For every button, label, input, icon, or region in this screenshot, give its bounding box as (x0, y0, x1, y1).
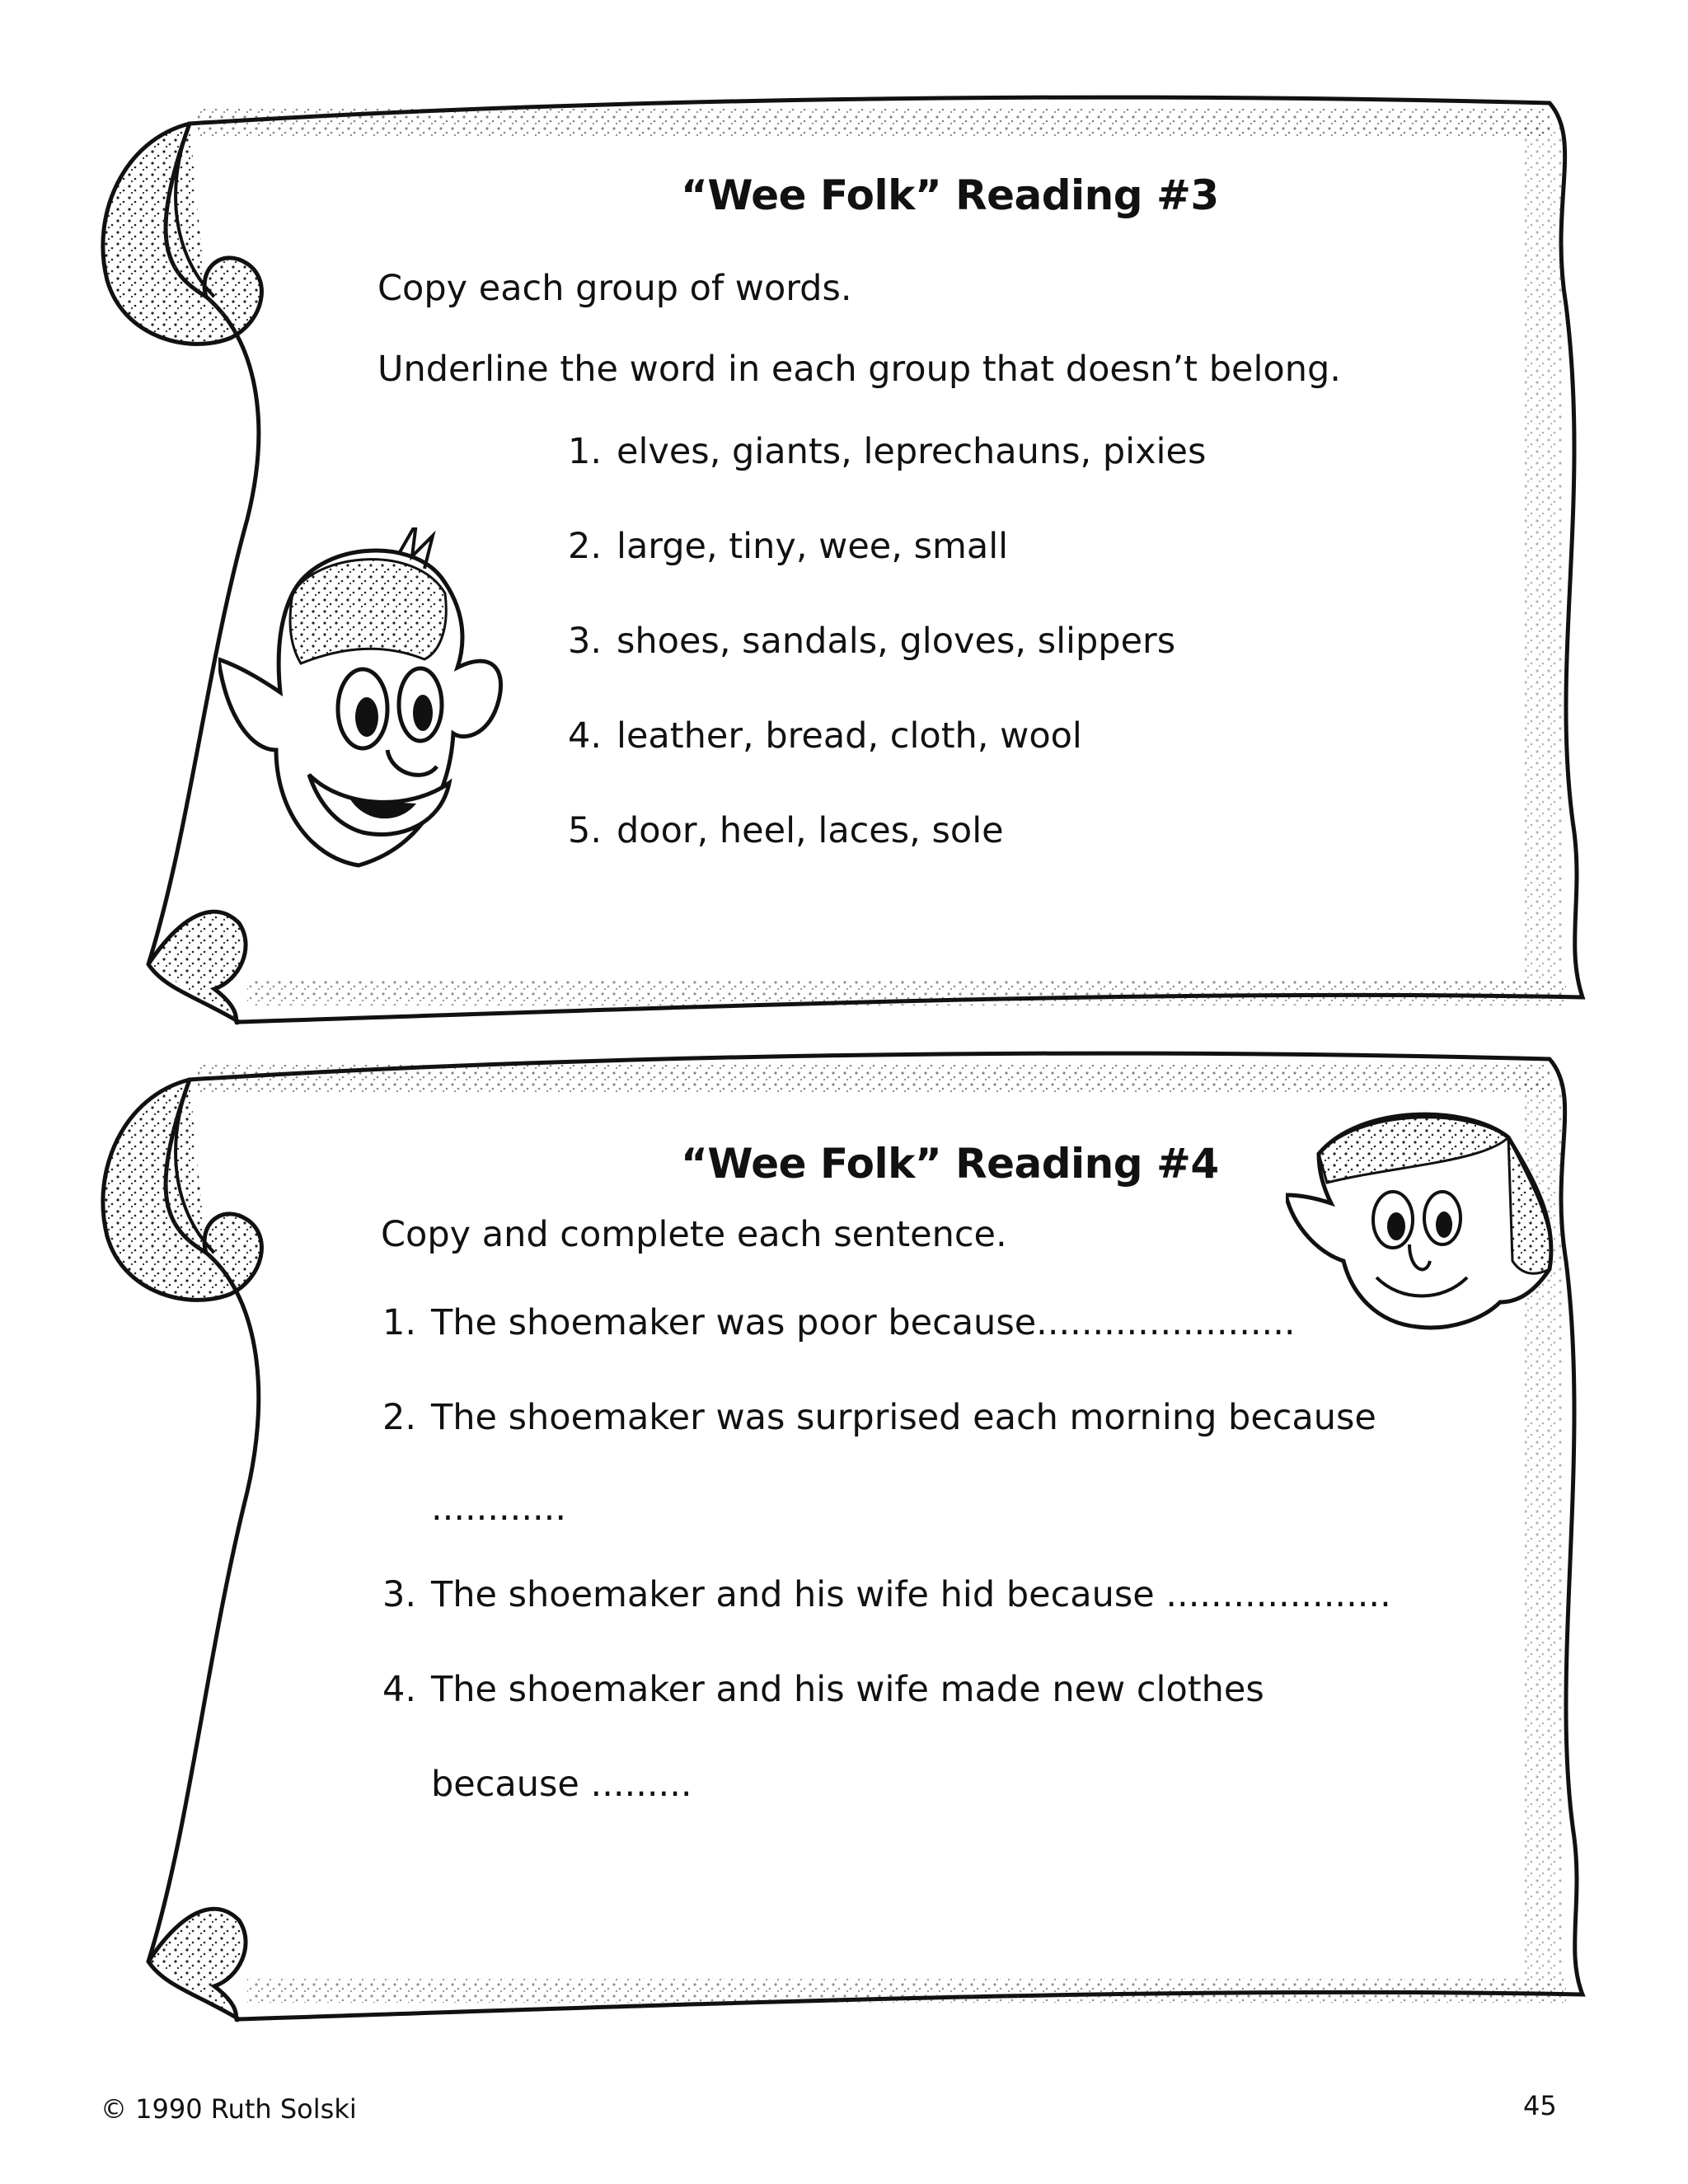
list-item: 4. leather, bread, cloth, wool (567, 715, 1082, 757)
list-item: 3. shoes, sandals, gloves, slippers (567, 621, 1176, 662)
copyright-notice: © 1990 Ruth Solski (101, 2093, 357, 2125)
list-item-continuation: ............ (431, 1488, 567, 1529)
list-item: 1. The shoemaker was poor because....................... (382, 1302, 1296, 1343)
list-item-text: The shoemaker was poor because....................... (431, 1302, 1296, 1343)
reading-3-instruction-copy: Copy each group of words. (377, 268, 852, 309)
list-item-text: elves, giants, leprechauns, pixies (617, 431, 1207, 472)
reading-4-title: “Wee Folk” Reading #4 (681, 1140, 1219, 1188)
list-item: 1. elves, giants, leprechauns, pixies (567, 431, 1207, 472)
list-item: 2. large, tiny, wee, small (567, 526, 1009, 567)
list-item-text: door, heel, laces, sole (617, 810, 1004, 851)
reading-3-title: “Wee Folk” Reading #3 (681, 171, 1219, 219)
list-item-text: large, tiny, wee, small (617, 526, 1009, 567)
list-item-text: The shoemaker and his wife made new clothes (431, 1669, 1264, 1710)
elf-face-illustration (218, 527, 515, 874)
list-item-text: The shoemaker was surprised each morning because (431, 1397, 1376, 1438)
list-item: 5. door, heel, laces, sole (567, 810, 1004, 851)
list-item: 3. The shoemaker and his wife hid because .................... (382, 1574, 1391, 1615)
page-number: 45 (1523, 2090, 1557, 2121)
reading-3-instruction-underline: Underline the word in each group that doesn’t belong. (377, 349, 1341, 390)
list-item-text: The shoemaker and his wife hid because .................... (431, 1574, 1391, 1615)
reading-4-instruction: Copy and complete each sentence. (381, 1214, 1007, 1255)
list-item-text: leather, bread, cloth, wool (617, 715, 1082, 757)
elf-with-cap-illustration (1286, 1104, 1566, 1335)
list-item: 4. The shoemaker and his wife made new clothes (382, 1669, 1264, 1710)
list-item: 2. The shoemaker was surprised each morning because (382, 1397, 1376, 1438)
list-item-text: shoes, sandals, gloves, slippers (617, 621, 1176, 662)
list-item-continuation: because ......... (431, 1764, 692, 1805)
